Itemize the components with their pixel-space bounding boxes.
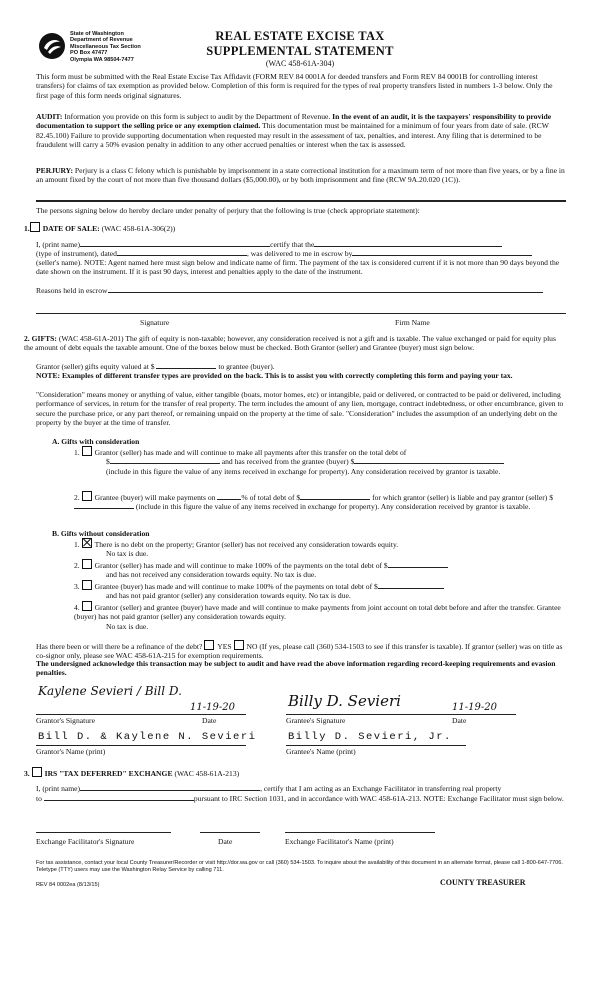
label: pursuant to IRC Section 1031, and in accordance with WAC 458-61A-213. NOTE: Exchange Facilitator must sign below. [193, 794, 564, 803]
perjury-label: PERJURY: [36, 166, 74, 175]
label: , was delivered to me in escrow by [246, 249, 353, 258]
received-field[interactable] [354, 463, 504, 464]
option-text: for which grantor (seller) is liable and pay grantor (seller) $ [372, 493, 554, 502]
grantee-name-value[interactable]: Billy D. Sevieri, Jr. [288, 731, 452, 743]
option-b4 [74, 601, 564, 631]
instrument-field[interactable] [314, 246, 502, 247]
facilitator-signature-line[interactable] [36, 832, 171, 833]
debt-field[interactable] [110, 463, 220, 464]
option-b4-checkbox[interactable] [82, 601, 92, 611]
option-a1-checkbox[interactable] [82, 446, 92, 456]
agency-line: State of Washington [70, 31, 124, 37]
s3-line-1 [36, 784, 566, 793]
option-text: Grantee (buyer) will make payments on [94, 493, 216, 502]
facilitator-name-field[interactable] [80, 790, 260, 791]
s1-line-1 [36, 240, 566, 249]
grantor-name-label: Grantor's Name (print) [36, 747, 106, 756]
declaration: The persons signing below do hereby declare under penalty of perjury that the following is true (check appropriate statement): [36, 206, 420, 215]
footer-help: For tax assistance, contact your local County Treasurer/Recorder or visit http://dor.wa.gov or call (360) 534-1503. To inquire about the availability of this document in an alternate format, please call 1-800-647-7706. Teletype (TTY) users may use the Washington Relay Service by calling 711. [36, 860, 563, 873]
section-number: 1. [24, 224, 30, 233]
grantee-name-label: Grantee's Name (print) [286, 747, 356, 756]
section-2-intro [24, 334, 566, 353]
option-text: Grantor (seller) has made and will continue to make 100% of the payments on the total debt of $ [94, 561, 388, 570]
grantee-name-line [286, 745, 466, 746]
agency-logo [38, 32, 66, 60]
section-3-heading [24, 767, 239, 778]
option-b1 [74, 538, 564, 559]
facilitator-name-line[interactable] [285, 832, 435, 833]
facilitator-name-label: Exchange Facilitator's Name (print) [285, 837, 394, 846]
option-number: 3. [74, 582, 80, 591]
form-number: REV 84 0002ea (8/13/15) [36, 882, 100, 888]
s3-line-2 [36, 794, 566, 803]
option-number: 1. [74, 540, 80, 549]
audit-rest: This documentation must be maintained for a minimum of four years from date of sale. (RCW 82.45.100) Failure to provide supporting documentation when requested may result in the assessment of tax, penalties, and interest. Any filing that is determined to be fraudulent will carry a 50% evasion penalty in addition to any other accrued penalties or interest when the tax is assessed. [36, 121, 549, 150]
option-b3-checkbox[interactable] [82, 580, 92, 590]
section-wac: (WAC 458-61A-213) [174, 769, 240, 778]
option-b2 [74, 559, 564, 580]
option-text: and has not paid grantor (seller) any consideration towards equity. No tax is due. [106, 591, 351, 601]
gifts-with-consideration-heading: A. Gifts with consideration [52, 437, 140, 446]
gift-equity-line [36, 362, 275, 371]
label: NO (If yes, please call (360) 534-1503 to see if this transfer is taxable). If grantor (seller) was on title as co-signor only, please see WAC 458-61A-215 for exemption requirements. [36, 642, 563, 661]
grantee-signature-line [286, 714, 516, 715]
s1-line-2 [36, 249, 566, 258]
option-text: Grantor (seller) has made and will continue to make all payments after this transfer on the total debt of [94, 448, 407, 457]
consideration-definition: "Consideration" means money or anything of value, either tangible (boats, motor homes, etc) or intangible, paid or delivered, or contracted to be paid or delivered, including performance of services, in return for the transfer of real property. The term includes the amount of any lien, mortgage, contract indebtedness, or other encumbrance, given to secure the purchase price, or any part thereof, or remaining unpaid on the property at the time of sale. "Consideration" includes the assumption of an underlying debt on the property by the buyer at the time of transfer. [36, 390, 564, 428]
option-a2-checkbox[interactable] [82, 491, 92, 501]
exchange-checkbox[interactable] [32, 767, 42, 777]
section-number: 2. [24, 334, 30, 343]
option-text: % of total debt of $ [241, 493, 301, 502]
label: to [36, 794, 42, 803]
option-number: 2. [74, 493, 80, 502]
perjury-paragraph [36, 166, 566, 185]
agency-line: Olympia WA 98504-7477 [70, 56, 134, 63]
section-wac: (WAC 458-61A-306(2)) [101, 224, 176, 233]
refinance-yes-checkbox[interactable] [204, 640, 214, 650]
washington-seal-icon [38, 32, 66, 60]
option-number: 1. [74, 448, 80, 457]
option-text: and has received from the grantee (buyer) $ [221, 457, 355, 467]
grantee-date-value: 11-19-20 [452, 702, 497, 713]
grantor-name-value[interactable]: Bill D. & Kaylene N. Sevieri [38, 731, 257, 743]
label: YES [217, 642, 232, 651]
option-text: Grantor (seller) and grantee (buyer) have made and will continue to make payments from joint account on total debt before and after the transfer. Grantee (buyer) has not paid grantor (seller) any consideration towards equity. [74, 603, 561, 622]
section-title: GIFTS: [31, 334, 57, 343]
grantor-signature-line [36, 714, 246, 715]
label: Grantor (seller) gifts equity valued at $ [36, 362, 155, 371]
section-title: DATE OF SALE: [42, 224, 100, 233]
escrow-by-field[interactable] [352, 255, 532, 256]
audit-paragraph [36, 112, 566, 150]
option-text: (include in this figure the value of any items received in exchange for property). Any consideration received by grantor is taxable. [135, 502, 531, 512]
transfer-to-field[interactable] [44, 800, 194, 801]
title-line-1: REAL ESTATE EXCISE TAX [215, 29, 385, 43]
equity-value-field[interactable] [156, 368, 216, 369]
percent-field[interactable] [217, 499, 241, 500]
option-b1-checkbox[interactable] [82, 538, 92, 548]
option-text: and has not received any consideration towards equity. No tax is due. [106, 570, 317, 580]
agency-line: Department of Revenue [70, 37, 133, 44]
option-b2-checkbox[interactable] [82, 559, 92, 569]
label: Has there been or will there be a refinance of the debt? [36, 642, 203, 651]
b2-debt-field[interactable] [388, 567, 448, 568]
audit-text: Information you provide on this form is subject to audit by the Department of Revenue. [62, 112, 333, 121]
reasons-field[interactable] [108, 292, 543, 293]
option-text: No tax is due. [106, 621, 149, 631]
county-treasurer: COUNTY TREASURER [440, 878, 526, 887]
facilitator-date-line[interactable] [200, 832, 260, 833]
pay-grantor-field[interactable] [74, 508, 134, 509]
dated-field[interactable] [117, 255, 247, 256]
grantor-signature-label: Grantor's Signature [36, 716, 95, 725]
grantee-signature[interactable]: Billy D. Sevieri [288, 692, 401, 710]
grantor-date-label: Date [202, 716, 217, 725]
refinance-question [36, 640, 566, 661]
label: certify that the [270, 240, 315, 249]
s1-note: (seller's name). NOTE: Agent named here must sign below and indicate name of firm. The payment of the tax is considered current if it is not more than 90 days beyond the date shown on the instrument. If it is past 90 days, interest and penalties apply to the date of the instrument. [36, 258, 560, 277]
gifts-without-consideration-heading: B. Gifts without consideration [52, 529, 150, 538]
option-text: (include in this figure the value of any items received in exchange for property). Any consideration received by grantor is taxable. [106, 466, 501, 476]
agency-address [70, 31, 141, 63]
option-text: Grantee (buyer) has made and will continue to make 100% of the payments on total debt of $ [94, 582, 378, 591]
facilitator-date-label: Date [218, 837, 233, 846]
total-debt-field[interactable] [300, 499, 370, 500]
gifts-paragraph: (WAC 458-61A-201) The gift of equity is non-taxable; however, any consideration received is not a gift and is taxable. The value exchanged or paid for equity plus the amount of debt equals the taxable amount. One of the boxes below must be checked. Both Grantor (seller) and Grantee (buyer) must sign below. [24, 334, 556, 353]
grantor-date-value: 11-19-20 [190, 702, 235, 713]
grantee-signature-label: Grantee's Signature [286, 716, 346, 725]
s1-firm-label: Firm Name [395, 318, 430, 327]
option-b3 [74, 580, 564, 601]
intro-paragraph: This form must be submitted with the Real Estate Excise Tax Affidavit (FORM REV 84 0001A for deeded transfers and Form REV 84 0001B for controlling interest transfers) for claims of tax exemption as provided below. Completion of this form is required for the types of real property transfers listed in numbers 1-3 below. Only the first page of this form needs original signatures. [36, 72, 553, 100]
examples-note: NOTE: Examples of different transfer types are provided on the back. This is to assist you with correctly completing this form and paying your tax. [36, 371, 513, 380]
perjury-text: Perjury is a class C felony which is punishable by imprisonment in a state correctional institution for a maximum term of not more than five years, or by a fine in an amount fixed by the court of not more than five thousand dollars ($5,000.00), or by both imprisonment and fine (RCW 9A.20.020 (1C)). [36, 166, 565, 185]
label: Reasons held in escrow [36, 286, 108, 295]
label: I, (print name) [36, 784, 81, 793]
form-title [150, 29, 450, 68]
grantee-date-label: Date [452, 716, 467, 725]
s1-signature-label: Signature [140, 318, 170, 327]
section-number: 3. [24, 769, 30, 778]
option-text: There is no debt on the property; Grantor (seller) has not received any consideration towards equity. [94, 540, 399, 549]
option-a1: 1. Grantor (seller) has made and will continue to make all payments after this transfer on the total debt of $ and has received from the grantee (buyer) $ (include in this figure the value of any items received in exchange for property). Any consideration received by grantor is taxable. [74, 446, 564, 476]
title-wac: (WAC 458-61A-304) [265, 59, 335, 68]
divider [36, 200, 566, 202]
print-name-field[interactable] [80, 246, 270, 247]
grantor-signature[interactable]: Kaylene Sevieri / Bill D. [38, 684, 182, 698]
label: (type of instrument), dated [36, 249, 117, 258]
facilitator-signature-label: Exchange Facilitator's Signature [36, 837, 135, 846]
audit-label: AUDIT: [36, 112, 63, 121]
agency-line: Miscellaneous Tax Section [70, 43, 141, 50]
option-text: No tax is due. [106, 549, 149, 559]
label: I, (print name) [36, 240, 81, 249]
label: , certify that I am acting as an Exchange Facilitator in transferring real property [260, 784, 502, 793]
label: to grantee (buyer). [218, 362, 275, 371]
s1-reasons [36, 286, 566, 295]
date-of-sale-checkbox[interactable] [30, 222, 40, 232]
section-1-heading [24, 222, 175, 233]
agency-line: PO Box 47477 [70, 50, 108, 57]
refinance-no-checkbox[interactable] [234, 640, 244, 650]
b3-debt-field[interactable] [378, 588, 444, 589]
grantor-name-line [36, 745, 246, 746]
section-title: IRS "TAX DEFERRED" EXCHANGE [44, 769, 173, 778]
option-number: 2. [74, 561, 80, 570]
acknowledgement: The undersigned acknowledge this transaction may be subject to audit and have read the above information regarding record-keeping requirements and evasion penalties. [36, 659, 556, 678]
title-line-2: SUPPLEMENTAL STATEMENT [206, 44, 394, 58]
audit-bold: In the event of an audit, it is the taxpayers' responsibility to provide documentation to support the selling price or any exemption claimed. [36, 112, 552, 131]
option-number: 4. [74, 603, 80, 612]
s1-signature-line[interactable] [36, 313, 566, 314]
option-a2 [74, 491, 564, 512]
